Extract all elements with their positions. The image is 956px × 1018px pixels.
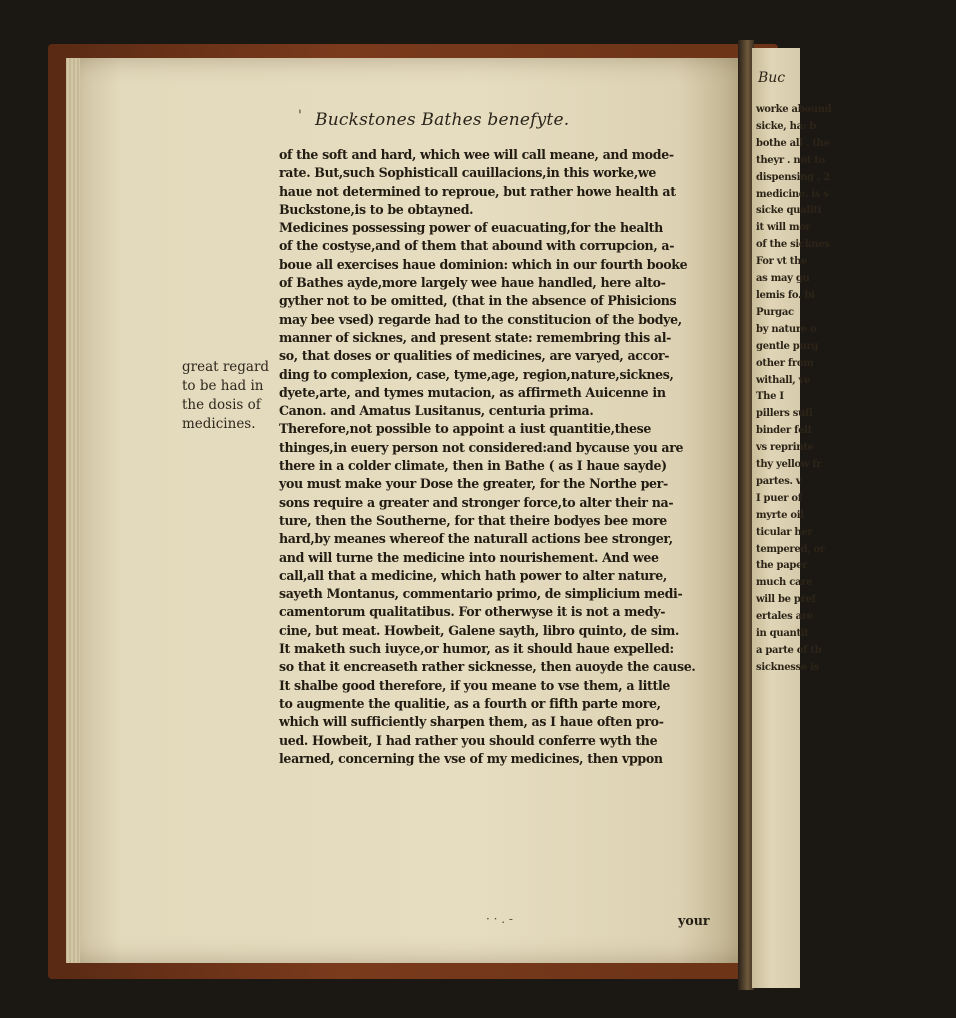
text-line: which will sufficiently sharpen them, as I haue often pro- bbox=[279, 714, 664, 730]
facing-page-line: of the sicknes bbox=[756, 239, 830, 251]
facing-page-line: in quantit bbox=[756, 628, 809, 640]
text-line: dyete,arte, and tymes mutacion, as affirmeth Auicenne in bbox=[279, 384, 666, 400]
facing-page-line: For vt the bbox=[756, 256, 808, 268]
facing-page bbox=[752, 48, 832, 988]
facing-page-line: ertales are bbox=[756, 611, 813, 623]
text-line: It shalbe good therefore, if you meane to vse them, a little bbox=[279, 677, 671, 693]
text-line: ued. Howbeit, I had rather you should conferre wyth the bbox=[279, 732, 658, 748]
facing-page-line: The I bbox=[756, 391, 784, 403]
facing-page-line: sicke, ha: b bbox=[756, 120, 817, 132]
text-line: call,all that a medicine, which hath power to alter nature, bbox=[279, 567, 667, 583]
facing-page-line: sicke qualiti bbox=[756, 205, 822, 217]
text-line: so that it encreaseth rather sicknesse, then auoyde the cause. bbox=[279, 659, 696, 675]
page-edges bbox=[66, 58, 80, 963]
text-line: Canon. and Amatus Lusitanus, centuria prima. bbox=[279, 403, 594, 419]
facing-page-running-head: Buc bbox=[758, 70, 786, 86]
text-line: you must make your Dose the greater, for the Northe per- bbox=[279, 476, 668, 492]
facing-page-line: I puer of bbox=[756, 492, 802, 504]
facing-page-line: dispensing . 2 bbox=[756, 171, 830, 183]
text-line: and will turne the medicine into nourishement. And wee bbox=[279, 549, 659, 565]
facing-page-line: as may gu bbox=[756, 273, 810, 285]
facing-page-line: lemis fo. bi bbox=[756, 289, 815, 301]
text-line: Medicines possessing power of euacuating,for the health bbox=[279, 220, 663, 236]
facing-page-line: bothe all . the bbox=[756, 137, 830, 149]
facing-page-line: pillers sufi bbox=[756, 408, 813, 420]
facing-page-line: it will mor bbox=[756, 222, 811, 234]
marginal-note-line: great regard bbox=[182, 359, 270, 375]
text-line: there in a colder climate, then in Bathe ( as I haue sayde) bbox=[279, 458, 667, 474]
text-line: manner of sicknes, and present state: remembring this al- bbox=[279, 329, 672, 345]
facing-page-line: myrte oil bbox=[756, 509, 804, 521]
text-line: sons require a greater and stronger force,to alter their na- bbox=[279, 494, 674, 510]
text-line: may bee vsed) regarde had to the constitucion of the bodye, bbox=[279, 311, 682, 327]
text-line: Therefore,not possible to appoint a iust quantitie,these bbox=[279, 421, 652, 437]
facing-page-line: gentle purg bbox=[756, 340, 819, 352]
marginal-note-line: the dosis of bbox=[182, 397, 261, 413]
facing-page-line: medicine. is s bbox=[756, 188, 829, 200]
catchword: your bbox=[678, 913, 710, 928]
text-line: so, that doses or qualities of medicines, are varyed, accor- bbox=[279, 348, 670, 364]
facing-page-line: worke abound bbox=[756, 104, 832, 115]
marginal-note-line: to be had in bbox=[182, 378, 264, 394]
text-line: sayeth Montanus, commentario primo, de simplicium medi- bbox=[279, 586, 683, 602]
text-line: ture, then the Southerne, for that theire bodyes bee more bbox=[279, 512, 667, 528]
facing-page-text bbox=[756, 102, 956, 677]
text-line: Buckstone,is to be obtayned. bbox=[279, 201, 474, 217]
page-foot-mark: · · . - bbox=[486, 912, 513, 926]
facing-page-line: theyr . not to bbox=[756, 154, 825, 166]
facing-page-line: by nature o bbox=[756, 323, 817, 335]
main-text-block bbox=[279, 146, 729, 768]
facing-page-line: withall, ve bbox=[756, 374, 811, 386]
facing-page-line: ticular her bbox=[756, 526, 813, 538]
marginal-note bbox=[182, 358, 272, 434]
text-line: haue not determined to reproue, but rather howe health at bbox=[279, 183, 676, 199]
facing-page-line: vs reprinte bbox=[756, 442, 814, 454]
text-line: of the costyse,and of them that abound with corrupcion, a- bbox=[279, 238, 675, 254]
running-head: Buckstones Bathes benefyte. bbox=[315, 110, 570, 130]
facing-page-line: binder fell bbox=[756, 425, 812, 437]
page-signature-mark: ' bbox=[298, 108, 302, 124]
text-line: ding to complexion, case, tyme,age, region,nature,sicknes, bbox=[279, 366, 674, 382]
text-line: thinges,in euery person not considered:and bycause you are bbox=[279, 439, 684, 455]
facing-page-line: the paper bbox=[756, 560, 808, 572]
text-line: rate. But,such Sophisticall cauillacions,in this worke,we bbox=[279, 165, 657, 181]
text-line: gyther not to be omitted, (that in the absence of Phisicions bbox=[279, 293, 677, 309]
text-line: learned, concerning the vse of my medicines, then vppon bbox=[279, 750, 663, 766]
facing-page-line: partes. v bbox=[756, 475, 802, 487]
text-line: of the soft and hard, which wee will call meane, and mode- bbox=[279, 147, 674, 162]
text-line: of Bathes ayde,more largely wee haue handled, here alto- bbox=[279, 275, 666, 291]
facing-page-line: Purgac bbox=[756, 306, 794, 318]
facing-page-line: other from bbox=[756, 357, 814, 369]
facing-page-line: will be pref bbox=[756, 594, 816, 606]
text-line: hard,by meanes whereof the naturall actions bee stronger, bbox=[279, 531, 673, 547]
text-line: boue all exercises haue dominion: which in our fourth booke bbox=[279, 256, 688, 272]
text-line: camentorum qualitatibus. For otherwyse it is not a medy- bbox=[279, 604, 666, 620]
facing-page-line: tempered, or bbox=[756, 543, 825, 555]
facing-page-line: much care bbox=[756, 577, 813, 589]
text-line: It maketh such iuyce,or humor, as it should haue expelled: bbox=[279, 641, 674, 657]
text-line: cine, but meat. Howbeit, Galene sayth, libro quinto, de sim. bbox=[279, 622, 680, 638]
facing-page-line: a parte of th bbox=[756, 645, 822, 656]
marginal-note-line: medicines. bbox=[182, 416, 256, 432]
facing-page-line: thy yellow fr bbox=[756, 459, 822, 471]
text-line: to augmente the qualitie, as a fourth or fifth parte more, bbox=[279, 695, 661, 711]
facing-page-line: sicknesse is bbox=[756, 661, 820, 673]
